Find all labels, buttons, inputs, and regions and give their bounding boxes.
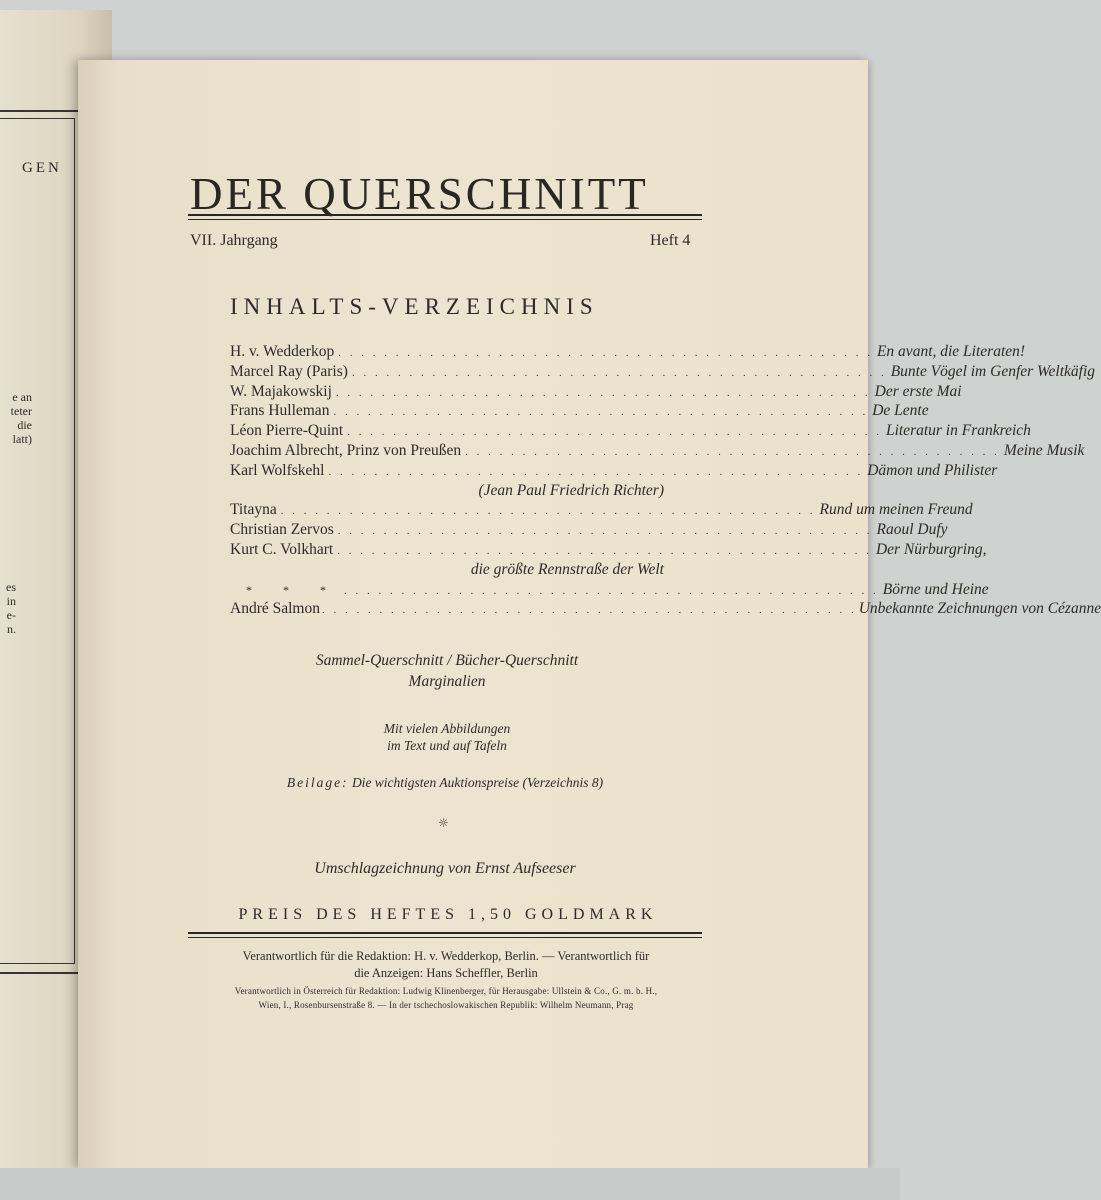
toc-title-continuation: die größte Rennstraße der Welt (470, 560, 664, 578)
toc-heading: INHALTS-VERZEICHNIS (230, 294, 599, 319)
left-fragment: latt) (12, 432, 32, 446)
illustrations-line: Mit vielen Abbildungen (383, 721, 511, 736)
toc-title-continuation: (Jean Paul Friedrich Richter) (478, 481, 664, 499)
toc-entry (230, 402, 929, 422)
price-rule (188, 932, 702, 934)
toc-title: Raoul Dufy (876, 521, 948, 539)
left-fragment: in (6, 594, 16, 608)
toc-author: W. Majakowskij (230, 382, 332, 400)
toc-title: De Lente (872, 402, 929, 420)
toc-entry-continuation (230, 482, 664, 502)
toc-leader: . . . . . . . . . . . . . . . . . . . . . . . . . . . . . . . . . . . . . . . . . . . . . . . (347, 426, 882, 439)
sections-line: Sammel-Querschnitt / Bücher-Querschnitt (315, 652, 579, 669)
sections-line: Marginalien (408, 673, 486, 690)
toc-author: Marcel Ray (Paris) (230, 362, 348, 380)
issue-label: Heft 4 (650, 232, 691, 249)
toc-entry (230, 343, 1026, 363)
toc-title: Der erste Mai (874, 382, 962, 400)
toc-leader: . . . . . . . . . . . . . . . . . . . . . . . . . . . . . . . . . . . . . . . . . . . . . . . (335, 386, 871, 399)
toc-author: H. v. Wedderkop (230, 343, 335, 360)
masthead-rule-thin (188, 219, 702, 220)
imprint-line: die Anzeigen: Hans Scheffler, Berlin (354, 966, 538, 980)
toc-entry (230, 362, 1096, 383)
toc-leader: . . . . . . . . . . . . . . . . . . . . . . . . . . . . . . . . . . . . . . . . . . . . . . . (338, 347, 873, 359)
sections-list (230, 650, 664, 692)
toc-author: André Salmon (230, 600, 320, 618)
imprint (188, 948, 704, 982)
toc-author: Kurt C. Volkhart (230, 540, 334, 558)
toc-author: Karl Wolfskehl (230, 461, 325, 479)
supplement-note (188, 775, 702, 791)
toc-author-asterisks: * * * (246, 582, 340, 597)
table-surface (0, 1168, 900, 1200)
toc-leader: . . . . . . . . . . . . . . . . . . . . . . . . . . . . . . . . . . . . . . . . . . . . . . . (337, 525, 873, 538)
toc-leader: . . . . . . . . . . . . . . . . . . . . . . . . . . . . . . . . . . . . . . . . . . . . . . . (321, 604, 857, 617)
toc-entry (230, 501, 973, 521)
toc-title: Meine Musik (1003, 441, 1085, 459)
left-fragment: n. (7, 622, 16, 636)
toc-title: Bunte Vögel im Genfer Weltkäfig (890, 362, 1096, 380)
toc-author: Joachim Albrecht, Prinz von Preußen (230, 441, 462, 459)
toc-entry (230, 580, 989, 601)
imprint-small-line: Wien, I., Rosenbursenstraße 8. — In der tschechoslowakischen Republik: Wilhelm Neumann, Prag (258, 1000, 634, 1010)
toc-author: Léon Pierre-Quint (230, 422, 344, 440)
imprint-line: Verantwortlich für die Redaktion: H. v. Wedderkop, Berlin. — Verantwortlich für (242, 949, 650, 963)
toc-title: Literatur in Frankreich (885, 422, 1031, 440)
left-page-heading: GEN (22, 160, 62, 176)
left-fragment: e- (6, 608, 16, 622)
toc-title: Der Nürburgring, (875, 540, 987, 558)
volume-label: VII. Jahrgang (190, 232, 278, 249)
table-of-contents (230, 343, 1101, 620)
toc-entry (230, 600, 1101, 620)
left-page-frame-inner (0, 118, 75, 964)
imprint-small (188, 984, 704, 1012)
ornament-icon: ☼ (438, 816, 449, 830)
toc-entry (230, 382, 962, 403)
toc-title: En avant, die Literaten! (876, 343, 1026, 360)
imprint-small-line: Verantwortlich in Österreich für Redaktion: Ludwig Klinenberger, für Herausgabe: Ullstein & Co., G. m. b. H., (234, 986, 658, 996)
toc-author: Frans Hulleman (230, 402, 330, 420)
supplement-text: Die wichtigsten Auktionspreise (Verzeichnis 8) (351, 775, 604, 790)
toc-author: Christian Zervos (230, 521, 334, 539)
toc-entry (230, 540, 987, 561)
illustrations-line: im Text und auf Tafeln (387, 738, 507, 753)
left-fragment: es (6, 580, 16, 594)
toc-leader: . . . . . . . . . . . . . . . . . . . . . . . . . . . . . . . . . . . . . . . . . . . . . . . (280, 505, 816, 518)
toc-title: Börne und Heine (882, 580, 989, 598)
toc-leader: . . . . . . . . . . . . . . . . . . . . . . . . . . . . . . . . . . . . . . . . . . . . . . . (344, 584, 879, 597)
left-fragment: die (17, 418, 32, 432)
price-rule-thin (188, 937, 702, 938)
toc-author: Titayna (230, 501, 277, 519)
toc-title: Unbekannte Zeichnungen von Cézanne (858, 600, 1101, 618)
toc-leader: . . . . . . . . . . . . . . . . . . . . . . . . . . . . . . . . . . . . . . . . . . . . . . . (337, 544, 872, 557)
price-line: PREIS DES HEFTES 1,50 GOLDMARK (238, 906, 658, 923)
masthead-rule (188, 214, 702, 216)
cover-credit: Umschlagzeichnung von Ernst Aufseeser (314, 860, 576, 877)
toc-leader: . . . . . . . . . . . . . . . . . . . . . . . . . . . . . . . . . . . . . . . . . . . . . . . (351, 366, 887, 379)
toc-title: Rund um meinen Freund (819, 501, 973, 519)
supplement-label: Beilage: (286, 775, 349, 790)
illustrations-note (230, 720, 664, 754)
toc-entry (230, 422, 1031, 442)
toc-leader: . . . . . . . . . . . . . . . . . . . . . . . . . . . . . . . . . . . . . . . . . . . . . . . (328, 465, 864, 478)
left-fragment: teter (10, 404, 32, 418)
masthead-title: DER QUERSCHNITT (190, 169, 649, 219)
toc-entry (230, 441, 1085, 462)
toc-leader: . . . . . . . . . . . . . . . . . . . . . . . . . . . . . . . . . . . . . . . . . . . . . . . (333, 406, 869, 419)
left-fragment: e an (12, 390, 32, 404)
toc-entry-continuation (230, 561, 664, 581)
toc-title: Dämon und Philister (867, 461, 998, 479)
toc-leader: . . . . . . . . . . . . . . . . . . . . . . . . . . . . . . . . . . . . . . . . . . . . . . . (465, 445, 1000, 458)
toc-entry (230, 521, 948, 541)
toc-entry (230, 461, 998, 482)
